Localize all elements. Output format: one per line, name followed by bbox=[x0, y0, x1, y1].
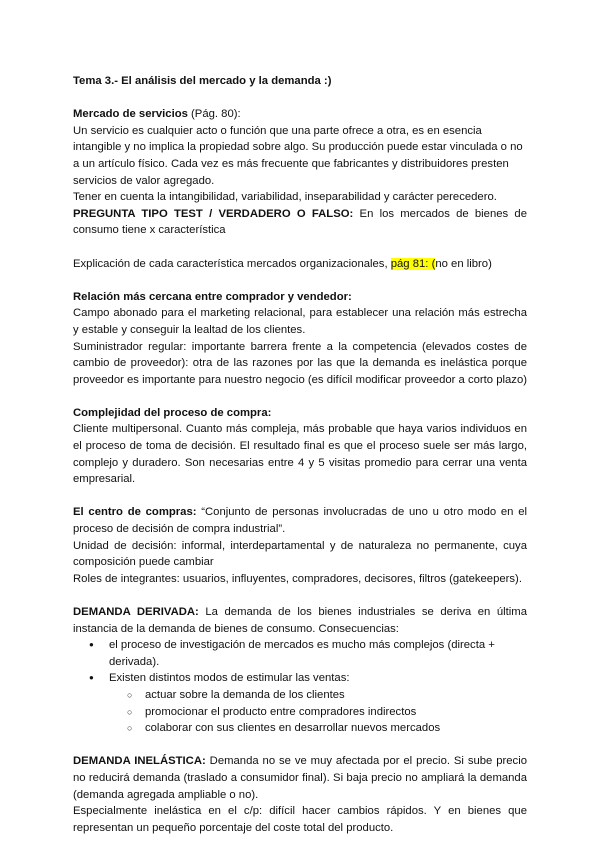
complexity-paragraph: Cliente multipersonal. Cuanto más compleja, más probable que haya varios individuos en el proceso de toma de decisión. El resultado final es que el proceso suele ser más largo, complejo y duradero. Son necesarias entre 4 y 5 visitas promedio para cerrar una venta empresarial. bbox=[73, 423, 527, 486]
sub-list-item: ○ colaborar con sus clientes en desarrollar nuevos mercados bbox=[73, 720, 527, 737]
document-page bbox=[73, 73, 527, 836]
inelastic-demand-intro: Demanda no se ve muy afectada por el precio. Si sube precio no reducirá demanda (traslado a consumidor final). Si baja precio no ampliará la demanda (demanda agregada ampliable o no). bbox=[73, 755, 528, 801]
org-markets-line bbox=[73, 256, 527, 273]
inelastic-paragraph: Especialmente inelástica en el c/p: difícil hacer cambios rápidos. Y en bienes que representan un pequeño porcentaje del coste total del producto. bbox=[73, 805, 527, 834]
test-question bbox=[73, 206, 527, 239]
services-heading-line bbox=[73, 106, 527, 123]
services-note: Tener en cuenta la intangibilidad, variabilidad, inseparabilidad y carácter perecedero. bbox=[73, 191, 497, 204]
test-question-label: PREGUNTA TIPO TEST / VERDADERO O FALSO: bbox=[73, 207, 354, 220]
page-ref-highlight: pág 81: ( bbox=[390, 257, 436, 270]
roles-paragraph: Roles de integrantes: usuarios, influyentes, compradores, decisores, filtros (gatekeepers). bbox=[73, 572, 522, 585]
derived-demand-line bbox=[73, 604, 527, 637]
list-item bbox=[73, 670, 527, 736]
relationship-heading: Relación más cercana entre comprador y vendedor: bbox=[73, 290, 352, 303]
services-paragraph: Un servicio es cualquier acto o función que una parte ofrece a otra, es en esencia intangible y no implica la propiedad sobre algo. Su producción puede estar vinculada o no a un artículo físico. Cada vez es más frecuente que fabricantes y distribuidores presten servicios de valor agregado. bbox=[73, 124, 523, 187]
sales-methods-list bbox=[73, 687, 527, 737]
buying-center-quote: “Conjunto de personas involucradas de uno u otro modo en el proceso de decisión de compra industrial”. bbox=[73, 506, 528, 536]
services-heading: Mercado de servicios bbox=[73, 108, 188, 121]
document-title: Tema 3.- El análisis del mercado y la demanda :) bbox=[73, 75, 332, 87]
inelastic-demand-line bbox=[73, 753, 527, 803]
sub-list-item: ○ promocionar el producto entre compradores indirectos bbox=[73, 704, 527, 721]
org-markets-text: Explicación de cada característica mercados organizacionales, bbox=[73, 257, 391, 270]
derived-demand-list bbox=[73, 637, 527, 737]
list-item-text: Existen distintos modos de estimular las ventas: bbox=[109, 672, 350, 685]
complexity-heading: Complejidad del proceso de compra: bbox=[73, 406, 272, 419]
buying-center-line bbox=[73, 504, 527, 537]
services-page-ref: (Pág. 80): bbox=[187, 108, 241, 121]
decision-unit-paragraph: Unidad de decisión: informal, interdepartamental y de naturaleza no permanente, cuya composición puede cambiar bbox=[73, 539, 527, 569]
test-question-text: En los mercados de bienes de consumo tiene x característica bbox=[73, 207, 527, 237]
derived-demand-heading: DEMANDA DERIVADA: bbox=[73, 606, 199, 618]
inelastic-demand-heading: DEMANDA INELÁSTICA: bbox=[73, 755, 206, 768]
derived-demand-intro: La demanda de los bienes industriales se deriva en última instancia de la demanda de bienes de consumo. Consecuencias: bbox=[73, 606, 527, 635]
relationship-paragraph: Campo abonado para el marketing relacional, para establecer una relación más estrecha y estable y conseguir la lealtad de los clientes. bbox=[73, 307, 527, 336]
buying-center-heading: El centro de compras: bbox=[73, 506, 197, 519]
sub-list-item: ○ actuar sobre la demanda de los clientes bbox=[73, 687, 527, 704]
supplier-paragraph: Suministrador regular: importante barrera frente a la competencia (elevados costes de cambio de proveedor): otra de las razones por las que la demanda es inelástica porque proveedor es importante para nuestro negocio (es difícil modificar proveedor a corto plazo) bbox=[73, 340, 527, 386]
org-markets-note: no en libro) bbox=[435, 257, 492, 270]
list-item: ● el proceso de investigación de mercados es mucho más complejos (directa + derivada). bbox=[73, 637, 527, 670]
